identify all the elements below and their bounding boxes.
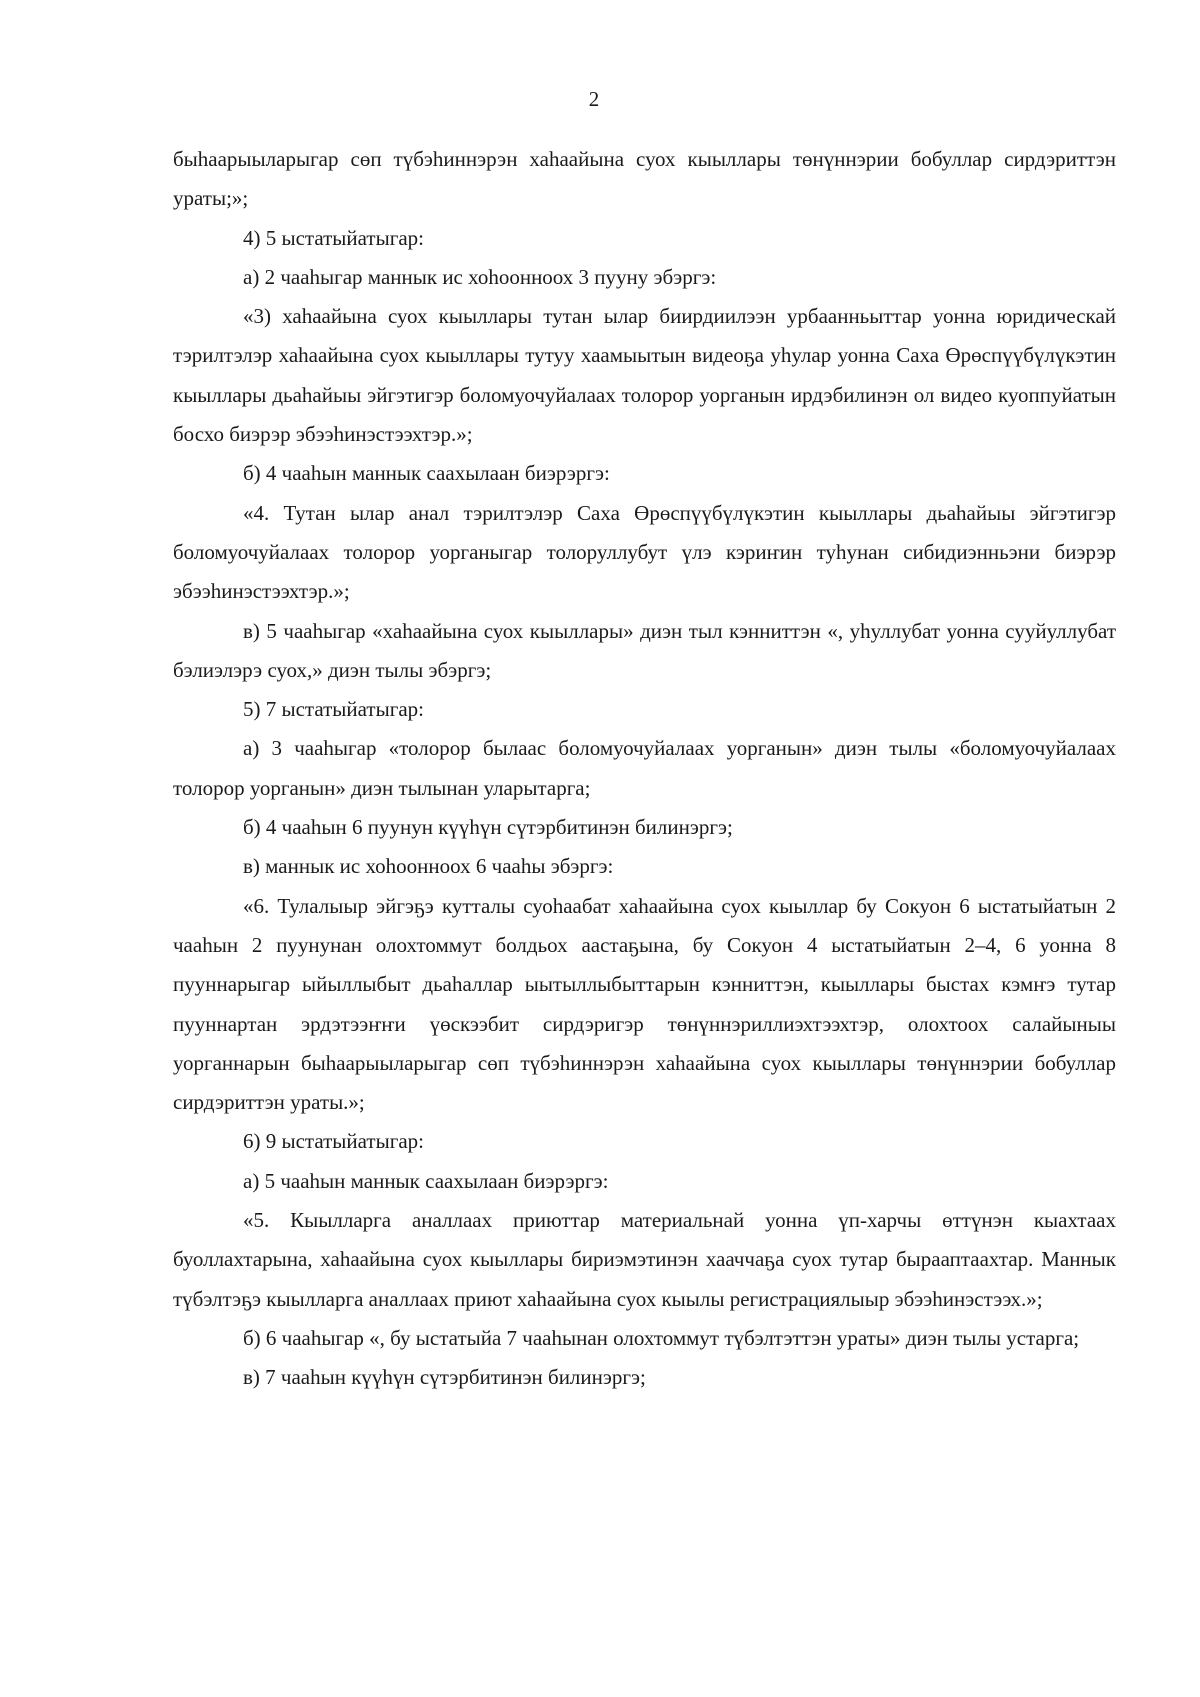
paragraph-article-5: 5) 7 ыстатыйатыгар:	[243, 697, 424, 722]
paragraph-item-v: в) маннык ис хоhоонноох 6 чааhы эбэргэ:	[243, 854, 614, 879]
paragraph-item-v: в) 7 чааhын күүhүн сүтэрбитинэн билинэргэ;	[243, 1365, 646, 1390]
paragraph-item-b: б) 4 чааhын 6 пуунун күүhүн сүтэрбитинэн билинэргэ;	[243, 815, 733, 840]
page-number: 2	[588, 87, 600, 111]
document-body	[173, 140, 1116, 1398]
paragraph-continuation: быhаарыыларыгар сөп түбэhиннэрэн хаhаайына суох кыыллары төнүннэрии бобуллар сирдэриттэн ураты;»;	[173, 147, 1116, 211]
paragraph-article-6: 6) 9 ыстатыйатыгар:	[243, 1129, 424, 1154]
paragraph-item-a: а) 3 чааhыгар «толорор былаас боломуочуйалаах уорганын» диэн тылы «боломуочуйалаах толорор уорганын» диэн тылынан уларытарга;	[173, 736, 1116, 800]
paragraph-quote-3: «3) хаhаайына суох кыыллары тутан ылар биирдиилээн урбаанньыттар уонна юридическай тэрилтэлэр хаhаайына суох кыыллары тутуу хаамыытын видеоҕа уhулар уонна Саха Өрөспүүбүлүкэтин кыыллары дьаhайыы эйгэтигэр боломуочуйалаах толорор уорганын ирдэбилинэн ол видео куоппуйатын босхо биэрэр эбээhинэстээхтэр.»;	[173, 304, 1116, 447]
paragraph-quote-6: «6. Тулалыыр эйгэҕэ кутталы суоhаабат хаhаайына суох кыыллар бу Сокуон 6 ыстатыйатын 2 чааhын 2 пуунунан олохтоммут болдьох аастаҕына, бу Сокуон 4 ыстатыйатын 2–4, 6 уонна 8 пууннарыгар ыйыллыбыт дьаhаллар ыытыллыбыттарын кэнниттэн, кыыллары быстах кэмҥэ тутар пууннартан эрдэтээҥҥи үөскээбит сирдэригэр төнүннэриллиэхтээхтэр, олохтоох салайыныы уорганнарын быhаарыыларыгар сөп түбэhиннэрэн хаhаайына суох кыыллары төнүннэрии бобуллар сирдэриттэн ураты.»;	[173, 893, 1116, 1115]
paragraph-item-b: б) 4 чааhын маннык саахылаан биэрэргэ:	[243, 461, 610, 486]
paragraph-quote-4: «4. Тутан ылар анал тэрилтэлэр Саха Өрөспүүбүлүкэтин кыыллары дьаhайыы эйгэтигэр боломуочуйалаах толорор уорганыгар толоруллубут үлэ кэриҥин туhунан сибидиэнньэни биэрэр эбээhинэстээхтэр.»;	[173, 500, 1116, 604]
paragraph-item-v: в) 5 чааhыгар «хаhаайына суох кыыллары» диэн тыл кэнниттэн «, уhуллубат уонна сууйуллубат бэлиэлэрэ суох,» диэн тылы эбэргэ;	[173, 618, 1116, 682]
paragraph-item-a: а) 2 чааhыгар маннык ис хоhоонноох 3 пууну эбэргэ:	[243, 264, 717, 289]
paragraph-article-4: 4) 5 ыстатыйатыгар:	[243, 225, 424, 250]
paragraph-quote-5: «5. Кыылларга аналлаах приюттар материальнай уонна үп-харчы өттүнэн кыахтаах буоллахтарына, хаhаайына суох кыыллары бириэмэтинэн хааччаҕа суох тутар бырааптаахтар. Маннык түбэлтэҕэ кыылларга аналлаах приют хаhаайына суох кыылы регистрациялыыр эбээhинэстээх.»;	[173, 1208, 1116, 1311]
paragraph-item-a: а) 5 чааhын маннык саахылаан биэрэргэ:	[243, 1168, 609, 1193]
paragraph-item-b: б) 6 чааhыгар «, бу ыстатыйа 7 чааhынан олохтоммут түбэлтэттэн ураты» диэн тылы устарга;	[243, 1325, 1080, 1350]
